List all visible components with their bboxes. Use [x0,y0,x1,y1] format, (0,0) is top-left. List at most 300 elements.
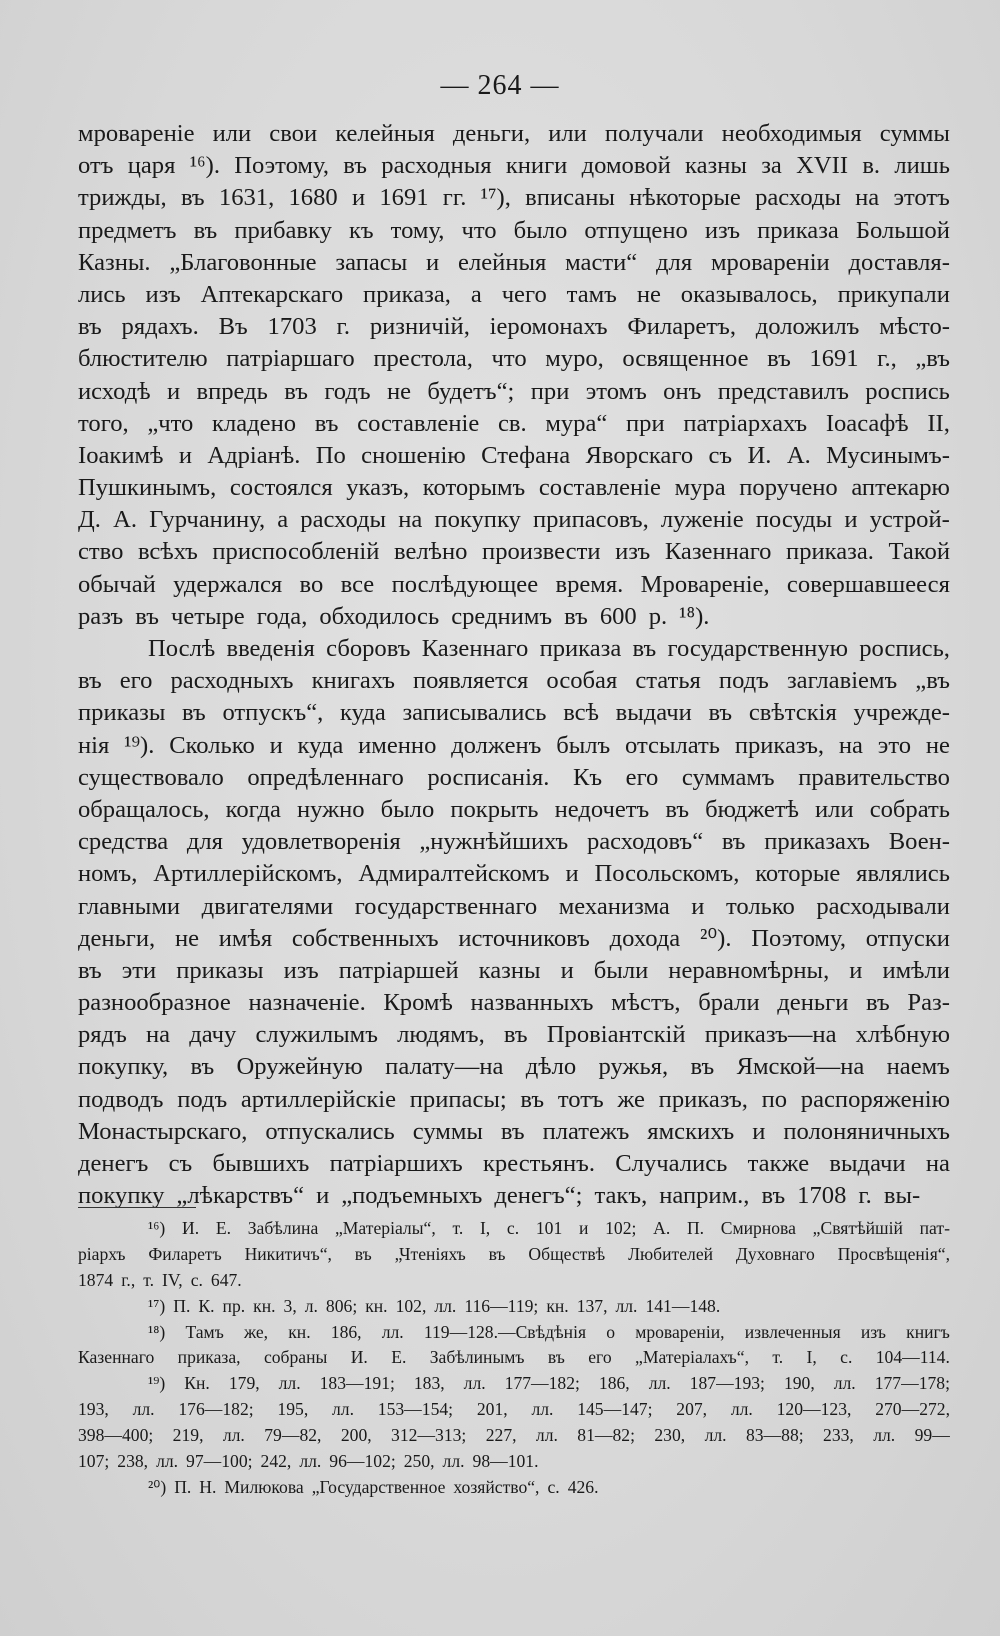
word: 647. [210,1269,242,1290]
word: 1631, [218,184,275,212]
body-line [78,665,950,697]
word: собраны [263,1347,328,1368]
word: послѣдующее [391,570,539,598]
word: Мусинымъ- [826,441,950,469]
word: 806; [325,1295,358,1316]
word: лишь [894,152,950,180]
word: это [877,731,912,759]
word: приказа [539,635,622,662]
body-line [78,730,950,762]
word: и [166,377,181,405]
word: чего [501,280,547,308]
word: роспись [865,377,950,405]
word: 200, [340,1425,372,1446]
word: эти [121,956,157,984]
word: 183—191; [319,1373,395,1394]
word: крестьянъ. [482,1150,595,1177]
word: покупку, [78,1053,169,1081]
word: по [761,1085,788,1113]
word: въ [547,1347,565,1368]
word: с. [840,1347,853,1368]
footnote-separator [78,1207,196,1208]
word: отсылать [625,731,721,759]
word: 1874 [78,1269,114,1290]
word: домовой [581,152,671,180]
word: тамъ [566,280,617,308]
word: Поэтому, [234,152,329,180]
word: было [380,795,435,823]
word: въ [632,635,657,662]
word: были [593,956,649,984]
word: 183, [413,1373,445,1394]
body-line [78,1148,950,1180]
word: лл. [531,1399,554,1420]
word: патріаршей [338,956,459,984]
footnote-line [78,1345,950,1371]
word: наприм., [659,1182,750,1210]
word: блюстителю [78,345,208,373]
footnote-line [78,1268,950,1294]
word: престола, [373,345,473,373]
word: лл. [278,1373,301,1394]
word: пр. [222,1295,246,1316]
word: нужно [296,795,365,823]
word: приспособленій [212,538,380,566]
word: елейныя [458,248,547,276]
word: св. [497,409,527,437]
word: 195, [277,1399,309,1420]
word: 145—147; [577,1399,653,1420]
word: мура“ [545,409,608,437]
word: въ [284,377,308,405]
word: появляется [412,667,529,695]
word: 233, [823,1425,854,1446]
word: въ [135,602,159,630]
word: Іоасафѣ [825,409,909,437]
word: приказъ, [734,731,825,759]
word: с. [547,1476,560,1497]
word: на [925,1150,950,1177]
word: разнообразное [78,989,231,1017]
word: того, [78,409,129,437]
word: Мровареніе, [640,570,770,598]
word: „лѣкарствъ“ [176,1182,305,1210]
word: расходывали [816,892,950,920]
word: что [491,345,527,373]
word: денегъ [78,1150,149,1177]
word: деньги, [452,120,531,147]
word: удержался [173,570,283,598]
word: припасовъ, [532,506,649,534]
word: дѣло [525,1053,577,1081]
word: 107; [78,1451,110,1472]
word: или [212,120,252,147]
word: сборовъ [326,635,411,662]
word: 227, [485,1425,517,1446]
word: т. [452,1218,464,1238]
word: всѣ [563,699,599,727]
word: приказа [757,216,839,244]
word: 186, [330,1321,362,1342]
body-line [78,1180,950,1212]
word: записывались [402,699,547,727]
word: 116—119; [464,1295,539,1316]
word: существовало [78,763,224,791]
word: 153—154; [377,1399,454,1420]
body-line [78,697,950,729]
word: Пушкинымъ, [78,474,217,502]
body-line [78,1019,950,1051]
word: Забѣлинымъ [429,1347,525,1368]
body-line [78,1116,950,1148]
word: лл. [442,1451,465,1472]
word: Послѣ [148,635,216,662]
word: 98—101. [472,1451,539,1472]
word: также [747,1150,810,1177]
word: „Чтеніяхъ [394,1243,466,1264]
word: изъ [860,1321,887,1342]
body-line [78,987,950,1019]
word: не [636,280,661,308]
word: лл. [156,1451,179,1472]
word: іеромонахъ [489,313,608,341]
word: устрой- [869,506,950,534]
word: „Благовонные [169,248,317,276]
word: 186, [598,1373,630,1394]
word: Случались [615,1150,728,1177]
body-line [78,376,950,408]
word: Духовнаго [735,1243,815,1264]
word: росписанія. [427,763,550,791]
word: 201, [476,1399,508,1420]
word: хлѣбную [855,1021,950,1049]
word: 79—82, [264,1425,322,1446]
word: 426. [567,1476,599,1497]
word: ¹⁸). [679,602,710,630]
word: подъ [718,667,769,695]
word: было [513,216,568,244]
word: долженъ [451,731,542,759]
word: суммы [879,120,950,147]
word: т. [143,1269,154,1290]
word: кн. [365,1295,388,1316]
word: книги [505,152,568,180]
word: Смирнова [720,1218,796,1238]
word: прибавку [234,216,332,244]
word: въ [193,216,218,244]
word: К. [198,1295,215,1316]
word: Никитичъ“, [244,1243,332,1264]
word: патріаршаго [226,345,355,373]
word: 1691 [809,345,859,373]
word: мѣсто- [879,313,950,341]
word: П. [686,1218,705,1238]
word: полоняничныхъ [783,1117,950,1145]
word: при [530,377,570,405]
word: Казеннаго [664,538,772,566]
word: лл. [648,1373,671,1394]
footnote-line [78,1216,950,1242]
word: 102, [395,1295,427,1316]
word: 176—182; [178,1399,254,1420]
word: приказы [176,956,264,984]
word: приказъ—на [704,1021,837,1049]
word: Е. [215,1218,231,1238]
word: И. [350,1347,368,1368]
word: 219, [172,1425,204,1446]
word: А. [113,506,137,534]
body-line [78,569,950,601]
word: же [617,1085,645,1113]
word: Артиллерійскомъ, [153,860,343,888]
word: на [855,184,880,212]
body-line [78,504,950,536]
word: Монастырскаго, [78,1117,248,1145]
word: Къ [572,763,603,791]
word: Казеннаго [421,635,529,662]
word: въ [866,989,890,1017]
word: составленіе [538,474,661,502]
word: поручено [739,474,838,502]
word: дачу [189,1021,237,1049]
word: его [588,1347,612,1368]
body-line [78,182,950,214]
word: прикупали [837,280,950,308]
word: съ [168,1150,193,1177]
word: лл. [535,1425,558,1446]
body-line [78,440,950,472]
word: рядъ [78,1021,127,1049]
word: мровареніи [710,248,830,276]
word: покупку [78,1182,165,1210]
word: лл. [615,1295,638,1316]
word: въ [180,184,205,212]
word: лл. [132,1399,155,1420]
word: Въ [218,313,248,341]
word: ризничій, [369,313,470,341]
word: состоялся [229,474,333,502]
word: II, [927,409,950,437]
word: и [844,506,858,534]
body-line [78,1084,950,1116]
word: двигателями [201,892,334,920]
word: на [146,1021,171,1049]
word: въ [665,795,690,823]
word: свѣтскія [748,699,837,727]
word: свои [269,120,318,147]
word: 398—400; [78,1425,154,1446]
word: 101 [535,1218,563,1238]
word: для [656,248,693,276]
word: Филаретъ, [627,313,736,341]
word: обходилось [319,602,440,630]
word: 600 [599,602,637,630]
word: время. [555,570,624,598]
word: приказы [78,699,166,727]
word: бывшихъ [212,1150,310,1177]
word: правительство [798,763,950,791]
word: 141—148. [645,1295,721,1316]
word: велѣно [394,538,468,566]
word: I, [806,1347,817,1368]
word: „что [147,409,194,437]
word: изъ [615,538,651,566]
word: нія [78,731,110,759]
word: въ [721,828,746,856]
word: 179, [228,1373,260,1394]
word: всѣхъ [137,538,198,566]
word: выдачи [829,1150,906,1177]
word: средства [78,828,169,856]
word: приказъ, [658,1085,748,1113]
word: припасы; [409,1085,507,1113]
word: Д. [78,506,101,534]
word: л. [304,1295,318,1316]
word: 1691 [379,184,429,212]
word: „Святѣйшій [812,1218,903,1238]
body-line [78,794,950,826]
word: I, [479,1218,491,1238]
body-text [78,118,950,1212]
word: 1708 [797,1182,847,1210]
word: въ [564,602,588,630]
word: 242, [260,1451,292,1472]
word: 3, [283,1295,297,1316]
word: пат- [919,1218,950,1238]
word: или [548,120,587,147]
word: и [565,860,579,888]
body-line [78,891,950,923]
word: произвести [482,538,601,566]
word: 177—178; [874,1373,950,1394]
word: царя [127,152,176,180]
body-line [78,311,950,343]
word: суммы [412,1117,483,1145]
word: за [761,152,782,180]
body-line [78,247,950,279]
word: и [351,184,366,212]
word: посуды [755,506,833,534]
word: деньги, [78,924,156,952]
word: ²⁰) [148,1476,167,1497]
word: лл. [332,1399,354,1420]
body-line [78,408,950,440]
word: запасы [335,248,408,276]
body-line [78,826,950,858]
word: деньги [777,989,849,1017]
word: въ [78,313,102,341]
word: Большой [855,216,950,244]
word: предметъ [78,216,177,244]
word: и [426,248,440,276]
word: бюджетѣ [705,795,799,823]
word: Воен- [888,828,950,856]
word: муро, [545,345,604,373]
page-number: — 264 — [440,70,560,101]
word: кн. [253,1295,276,1316]
word: По [315,441,346,469]
word: 81—82; [577,1425,635,1446]
footnote-line [78,1423,950,1449]
word: 96—102; [329,1451,396,1472]
word: Посольскомъ, [594,860,740,888]
word: 230, [654,1425,686,1446]
word: лл. [222,1425,245,1446]
word: собственныхъ [291,924,439,952]
word: лл. [299,1451,322,1472]
word: покупку [434,506,521,534]
word: совершавшееся [786,570,950,598]
word: исходѣ [78,377,151,405]
word: денегъ“; [494,1182,583,1210]
footnote-line [78,1475,950,1501]
word: лл. [873,1425,896,1446]
word: къ [348,216,374,244]
word: въ [182,699,206,727]
word: „Государственное [311,1476,446,1497]
word: 104—114. [875,1347,950,1368]
word: книгъ [906,1321,950,1342]
word: учрежде- [853,699,950,727]
word: наемъ [886,1053,950,1081]
word: мровареніи, [635,1321,725,1342]
word: г. [336,313,351,341]
word: людямъ, [397,1021,485,1049]
word: казны [478,956,541,984]
word: Адмиралтейскомъ [358,860,550,888]
word: Стефана [481,441,571,469]
word: Обществѣ [528,1243,606,1264]
word: куда [339,699,386,727]
word: IV, [161,1269,183,1290]
word: 137, [576,1295,608,1316]
word: 83—88; [745,1425,804,1446]
word: для [186,828,223,856]
word: лл. [434,1295,457,1316]
word: Ямской—на [736,1053,865,1081]
word: заглавіемъ [786,667,898,695]
word: Раз- [907,989,950,1017]
word: с. [190,1269,203,1290]
word: имѣя [218,924,273,952]
word: не [925,731,950,759]
word: П. [174,1476,192,1497]
word: „подъемныхъ [341,1182,483,1210]
word: и [691,892,705,920]
word: ріархъ [78,1243,126,1264]
word: дохода [609,924,681,952]
body-line [78,923,950,955]
word: впредь [196,377,268,405]
word: лл. [730,1399,753,1420]
word: опредѣленнаго [247,763,404,791]
word: и [316,1182,330,1210]
word: ¹⁷) [148,1295,166,1316]
word: Казны. [78,248,151,276]
word: Кромѣ [383,989,453,1017]
word: въ [343,152,367,180]
word: мура [674,474,726,502]
word: въ [761,1182,786,1210]
word: не [174,924,200,952]
word: патріаршихъ [329,1150,463,1177]
word: Адріанѣ. [207,441,301,469]
word: куда [297,731,344,759]
word: патріархахъ [683,409,808,437]
word: отпускались [265,1117,395,1145]
word: приказа. [786,538,874,566]
word: кладено [212,409,297,437]
